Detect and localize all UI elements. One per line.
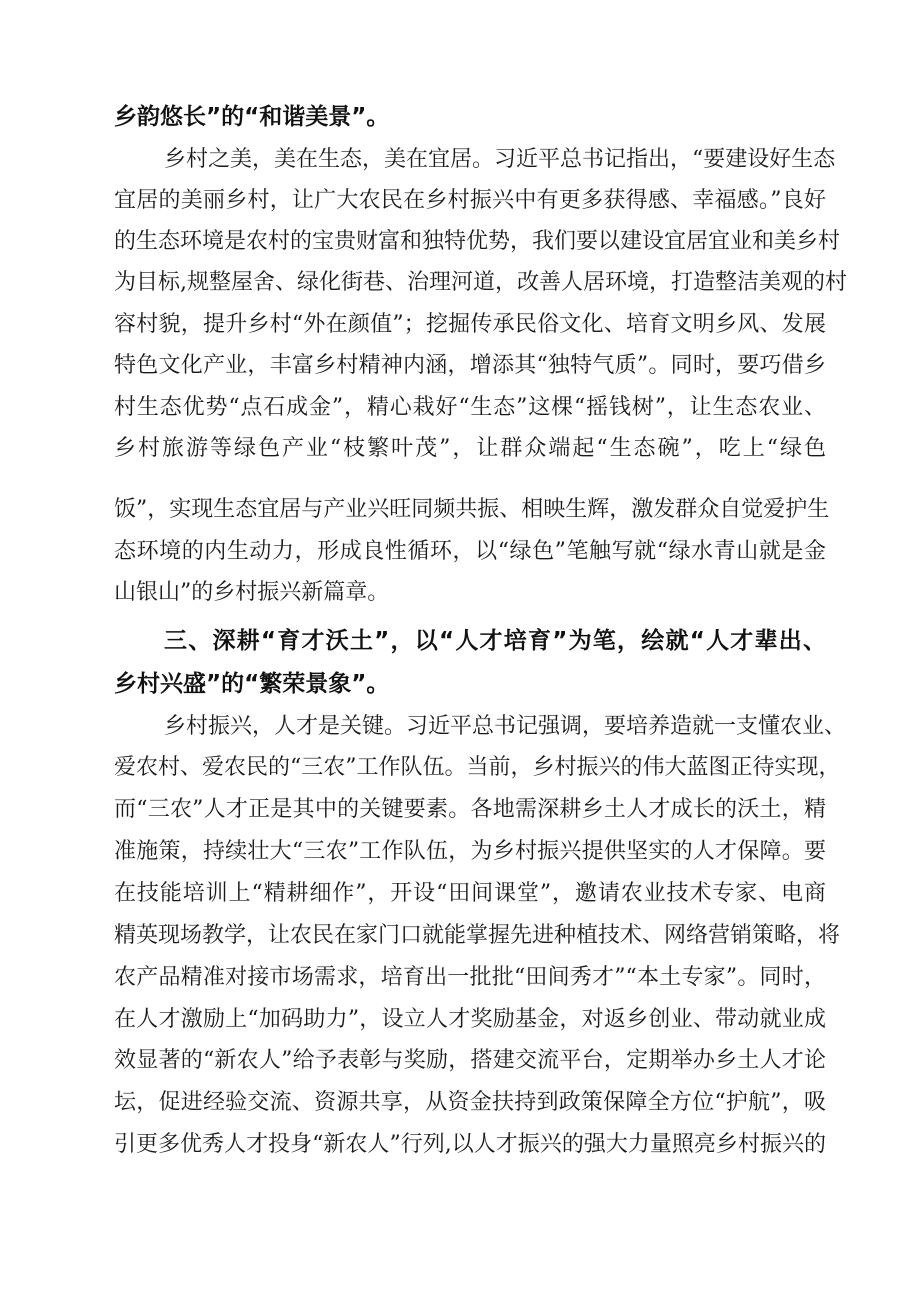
paragraph-1-line: 特色文化产业，丰富乡村精神内涵，增添其“独特气质”。同时，要巧借乡 (114, 353, 826, 378)
paragraph-2-line: 引更多优秀人才投身“新农人”行列,以人才振兴的强大力量照亮乡村振兴的 (114, 1132, 826, 1157)
paragraph-1-line: 宜居的美丽乡村，让广大农民在乡村振兴中有更多获得感、幸福感。”良好 (114, 188, 826, 213)
paragraph-1-line: 为目标,规整屋舍、绿化街巷、治理河道，改善人居环境，打造整洁美观的村 (114, 270, 847, 295)
paragraph-1-line: 乡村旅游等绿色产业“枝繁叶茂”，让群众端起“生态碗”，吃上“绿色 (114, 436, 826, 461)
paragraph-2-line: 而“三农”人才正是其中的关键要素。各地需深耕乡土人才成长的沃土，精 (114, 797, 826, 822)
paragraph-2-line: 乡村振兴，人才是关键。习近平总书记强调，要培养造就一支懂农业、 (164, 714, 847, 739)
paragraph-1-line: 饭”，实现生态宜居与产业兴旺同频共振、相映生辉，激发群众自觉爱护生 (114, 497, 830, 522)
section-3-heading: 三、深耕“育才沃土”，以“人才培育”为笔，绘就“人才辈出、 (164, 628, 826, 654)
paragraph-1-line: 乡村之美，美在生态，美在宜居。习近平总书记指出，“要建设好生态 (164, 147, 836, 172)
heading-continuation: 乡韵悠长”的“和谐美景”。 (114, 104, 390, 130)
paragraph-1-line: 容村貌，提升乡村“外在颜值”；挖掘传承民俗文化、培育文明乡风、发展 (114, 312, 826, 337)
paragraph-2-line: 精英现场教学，让农民在家门口就能掌握先进种植技术、网络营销策略，将 (114, 923, 841, 948)
section-3-heading: 乡村兴盛”的“繁荣景象”。 (114, 671, 390, 697)
paragraph-1-line: 的生态环境是农村的宝贵财富和独特优势，我们要以建设宜居宜业和美乡村 (114, 229, 841, 254)
paragraph-1-line: 山银山”的乡村振兴新篇章。 (114, 580, 390, 605)
paragraph-2-line: 在人才激励上“加码助力”，设立人才奖励基金，对返乡创业、带动就业成 (114, 1007, 826, 1032)
paragraph-1-line: 态环境的内生动力，形成良性循环，以“绿色”笔触写就“绿水青山就是金 (114, 539, 826, 564)
paragraph-1-line: 村生态优势“点石成金”，精心栽好“生态”这棵“摇钱树”，让生态农业、 (114, 395, 826, 420)
paragraph-2-line: 准施策，持续壮大“三农”工作队伍，为乡村振兴提供坚实的人才保障。要 (114, 839, 826, 864)
paragraph-2-line: 农产品精准对接市场需求，培育出一批批“田间秀才”“本土专家”。同时， (114, 965, 826, 990)
paragraph-2-line: 在技能培训上“精耕细作”，开设“田间课堂”，邀请农业技术专家、电商 (114, 881, 826, 906)
paragraph-2-line: 爱农村、爱农民的“三农”工作队伍。当前，乡村振兴的伟大蓝图正待实现， (114, 755, 841, 780)
paragraph-2-line: 坛，促进经验交流、资源共享，从资金扶持到政策保障全方位“护航”，吸 (114, 1090, 826, 1115)
paragraph-2-line: 效显著的“新农人”给予表彰与奖励，搭建交流平台，定期举办乡土人才论 (114, 1048, 826, 1073)
